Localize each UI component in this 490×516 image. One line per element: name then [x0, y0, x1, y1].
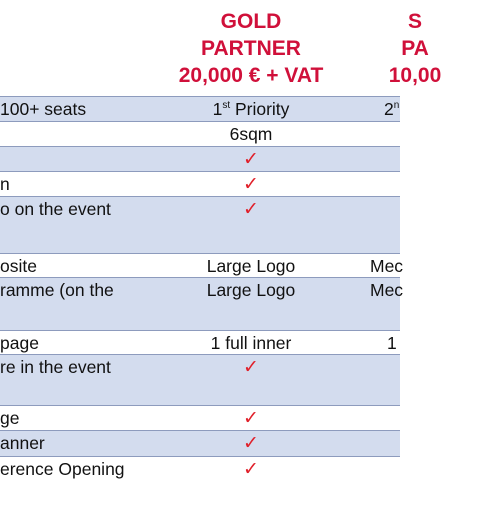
check-icon: ✓ [243, 357, 259, 378]
benefit-label: re in the event [0, 357, 111, 377]
benefit-label: ge [0, 408, 20, 428]
table-header [0, 0, 442, 96]
silver-partner-header [340, 8, 490, 89]
check-icon: ✓ [243, 199, 259, 220]
table-row [0, 254, 404, 277]
gold-partner-header [170, 8, 332, 89]
silver-value: 1 [387, 333, 397, 353]
check-icon: ✓ [243, 408, 259, 429]
gold-tier-name: GOLD [220, 10, 282, 33]
table-row [0, 406, 400, 430]
check-icon: ✓ [243, 433, 259, 454]
check-icon: ✓ [243, 459, 259, 480]
table-row [0, 331, 400, 354]
table-row [0, 97, 400, 121]
silver-tier-subtitle: PA [401, 37, 429, 60]
benefit-label: 100+ seats [0, 99, 87, 119]
silver-value: Mec [370, 256, 404, 276]
gold-value: Large Logo [206, 280, 296, 300]
gold-tier-subtitle: PARTNER [201, 37, 301, 60]
silver-tier-name: S [407, 10, 422, 33]
silver-value: 2$^n$ [384, 99, 400, 119]
table-row [0, 197, 400, 253]
benefit-label: erence Opening [0, 459, 125, 479]
gold-value: 1 full inner [210, 333, 292, 353]
table-row [0, 457, 400, 516]
gold-value: 1st Priority [212, 99, 290, 119]
table-row [0, 278, 404, 330]
benefit-label: anner [0, 433, 45, 453]
table-row [0, 122, 400, 146]
table-row [0, 147, 400, 171]
benefit-label: ramme (on the [0, 280, 114, 300]
check-icon: ✓ [243, 149, 259, 170]
benefit-label: osite [0, 256, 37, 276]
table-row [0, 355, 400, 405]
check-icon: ✓ [243, 174, 259, 195]
benefit-label: page [0, 333, 39, 353]
table-row [0, 172, 400, 196]
gold-value: Large Logo [206, 256, 296, 276]
benefit-label: n [0, 174, 10, 194]
gold-tier-price: 20,000 € + VAT [178, 64, 324, 87]
table-row [0, 431, 400, 456]
silver-value: Mec [370, 280, 404, 300]
benefit-label: o on the event [0, 199, 111, 219]
silver-tier-price: 10,00 [388, 64, 442, 87]
gold-value: 6sqm [229, 124, 273, 144]
